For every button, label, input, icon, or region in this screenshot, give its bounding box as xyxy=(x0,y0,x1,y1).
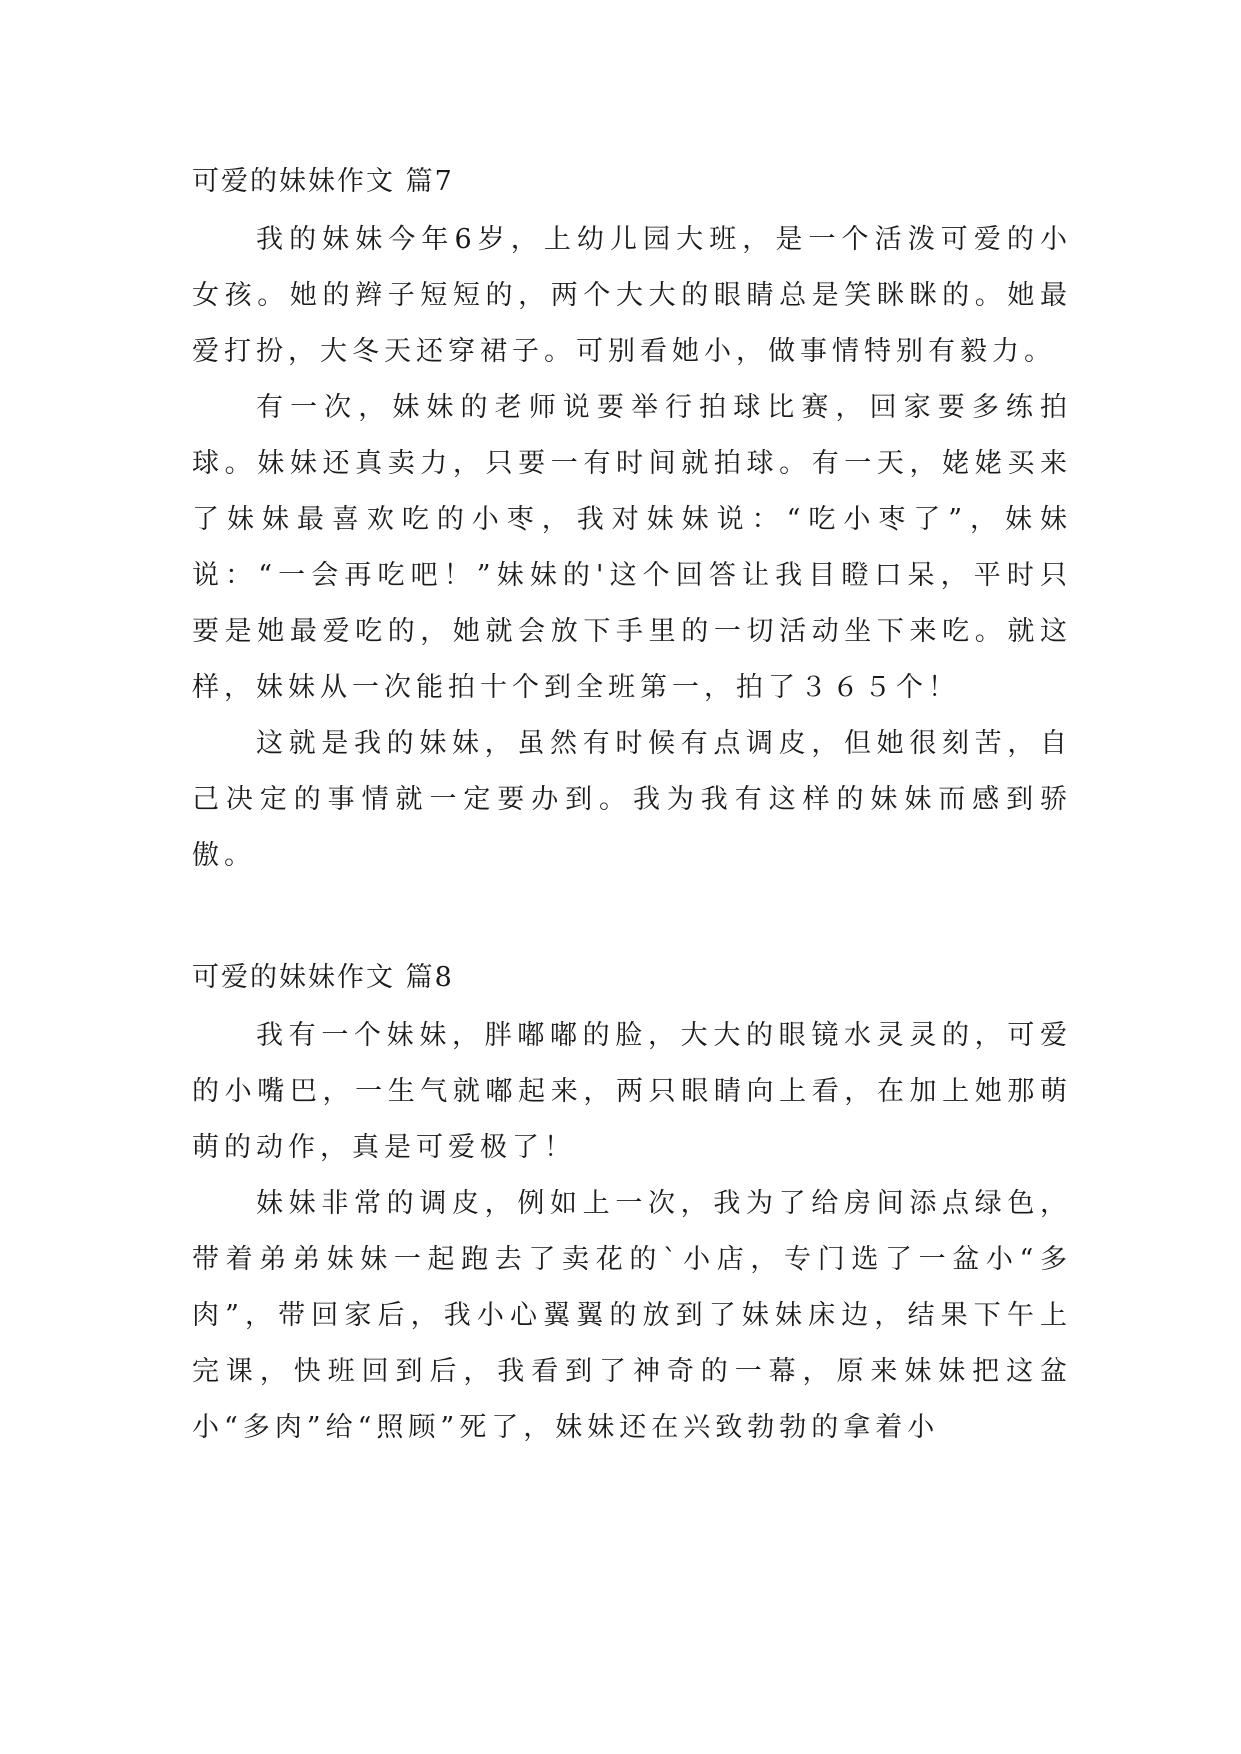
essay-title: 可爱的妹妹作文 篇8 xyxy=(192,962,454,993)
essay-title: 可爱的妹妹作文 篇7 xyxy=(192,166,454,197)
essay-paragraph: 我有一个妹妹，胖嘟嘟的脸，大大的眼镜水灵灵的，可爱的小嘴巴，一生气就嘟起来，两只眼睛向上看，在加上她那萌萌的动作，真是可爱极了！ xyxy=(192,1020,1072,1163)
essay-section-8 xyxy=(192,956,1072,1456)
essay-section-7 xyxy=(192,160,1072,884)
essay-paragraph: 有一次，妹妹的老师说要举行拍球比赛，回家要多练拍球。妹妹还真卖力，只要一有时间就拍球。有一天，姥姥买来了妹妹最喜欢吃的小枣，我对妹妹说：“吃小枣了”，妹妹说：“一会再吃吧！”妹妹的'这个回答让我目瞪口呆，平时只要是她最爱吃的，她就会放下手里的一切活动坐下来吃。就这样，妹妹从一次能拍十个到全班第一，拍了３６５个！ xyxy=(192,392,1072,703)
document-page xyxy=(192,160,1072,1456)
essay-paragraph: 这就是我的妹妹，虽然有时候有点调皮，但她很刻苦，自己决定的事情就一定要办到。我为我有这样的妹妹而感到骄傲。 xyxy=(192,728,1072,871)
essay-paragraph: 妹妹非常的调皮，例如上一次，我为了给房间添点绿色，带着弟弟妹妹一起跑去了卖花的`小店，专门选了一盆小“多肉”，带回家后，我小心翼翼的放到了妹妹床边，结果下午上完课，快班回到后，我看到了神奇的一幕，原来妹妹把这盆小“多肉”给“照顾”死了，妹妹还在兴致勃勃的拿着小 xyxy=(192,1188,1072,1443)
essay-paragraph: 我的妹妹今年6岁，上幼儿园大班，是一个活泼可爱的小女孩。她的辫子短短的，两个大大的眼睛总是笑眯眯的。她最爱打扮，大冬天还穿裙子。可别看她小，做事情特别有毅力。 xyxy=(192,224,1072,367)
